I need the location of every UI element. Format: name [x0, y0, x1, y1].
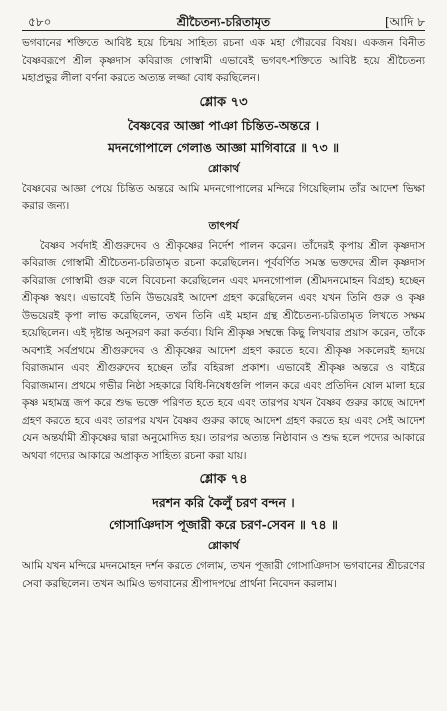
verse-74-translation-label: শ্লোকার্থ	[207, 540, 240, 552]
verse-73-line-1: বৈষ্ণবের আজ্ঞা পাঞা চিন্তিত-অন্তরে ।	[127, 117, 320, 133]
verse-73-translation-label: শ্লোকার্থ	[207, 162, 240, 175]
verse-73-purport: বৈষ্ণব সর্বদাই শ্রীগুরুদেব ও শ্রীকৃষ্ণের নির্দেশ পালন করেন। তাঁদেরই কৃপায় শ্রীল কৃষ্ণদাস কবিরাজ গোস্বামী শ্রীচৈতন্য-চরিতামৃত রচনা করেছিলেন। পূর্ববর্ণিত সমস্ত ভক্তদের শ্রীল কৃষ্ণদাস কবিরাজ গোস্বামী গুরু বলে বিবেচনা করেছিলেন এবং মদনগোপাল (শ্রীমদনমোহন বিগ্রহ) হচ্ছেন শ্রীকৃষ্ণ স্বয়ং। এভাবেই তিনি উভয়েরই আদেশ গ্রহণ করেছিলেন এবং যখন তিনি গুরু ও কৃষ্ণ উভয়েরই কৃপা লাভ করেছিলেন, তখন তিনি এই মহান গ্রন্থ শ্রীচৈতন্য-চরিতামৃত লিখতে সক্ষম হয়েছিলেন। এই দৃষ্টান্ত অনুসরণ করা কর্তব্য। যিনি শ্রীকৃষ্ণ সম্বন্ধে কিছু লিখবার প্রয়াস করেন, তাঁকে অবশ্যই সর্বপ্রথমে শ্রীগুরুদেব ও শ্রীকৃষ্ণের আদেশ গ্রহণ করতে হবে। শ্রীকৃষ্ণ সকলেরই হৃদয়ে বিরাজমান এবং শ্রীগুরুদেব হচ্ছেন তাঁর বহিরঙ্গা প্রকাশ। এভাবেই শ্রীকৃষ্ণ অন্তরে ও বাইরে বিরাজমান। প্রথমে গভীর নিষ্ঠা সহকারে বিধি-নিষেধগুলি পালন করে এবং প্রতিদিন ষোল মালা হরে কৃষ্ণ মহামন্ত্র জপ করে শুদ্ধ ভক্তে পরিণত হতে হবে এবং তারপর যখন বৈষ্ণব গুরুর কাছে আদেশ গ্রহণ করতে হবে এবং তারপর যখন বৈষ্ণব গুরুর কাছে আদেশ গ্রহণ করতে হয় এবং সেই আদেশ যেন অন্তর্যামী শ্রীকৃষ্ণের দ্বারা অনুমোদিত হয়। তারপর অত্যন্ত নিষ্ঠাবান ও শুদ্ধ হলে পদ্যের আকারে অথবা গদ্যের আকারে অপ্রাকৃত সাহিত্য রচনা করা যায়।	[22, 239, 425, 462]
section-marker: [আদি ৮	[384, 15, 425, 29]
verse-73-purport-label: তাৎপর্য	[208, 219, 239, 232]
verse-73-translation: বৈষ্ণবের আজ্ঞা পেয়ে চিন্তিত অন্তরে আমি মদনগোপালের মন্দিরে গিয়েছিলাম তাঁর আদেশ ভিক্ষা করার জন্য।	[22, 182, 425, 212]
page-header	[22, 8, 425, 30]
intro-paragraph: ভগবানের শক্তিতে আবিষ্ট হয়ে চিন্ময় সাহিত্য রচনা এক মহা গৌরবের বিষয়। একজন বিনীত বৈষ্ণবরূপে শ্রীল কৃষ্ণদাস কবিরাজ গোস্বামী এভাবেই ভগবৎ-শক্তিতে আবিষ্ট হয়ে শ্রীচৈতন্য মহাপ্রভুর লীলা বর্ণনা করতে অত্যন্ত লজ্জা বোধ করছিলেন।	[22, 37, 425, 84]
verse-74-number: শ্লোক ৭৪	[199, 472, 248, 487]
running-title: শ্রীচৈতন্য-চরিতামৃত	[176, 15, 271, 29]
verse-74-line-2: গোসাঞিদাস পূজারী করে চরণ-সেবন ॥ ৭৪ ॥	[109, 517, 338, 532]
verse-74-line-1: দরশন করি কৈলুঁ চরণ বন্দন ।	[152, 495, 295, 510]
verse-73-number: শ্লোক ৭৩	[199, 94, 248, 110]
verse-73-line-2: মদনগোপালে গেলাঙ আজ্ঞা মাগিবারে ॥ ৭৩ ॥	[107, 139, 340, 155]
page-number: ৫৮০	[28, 15, 52, 29]
verse-74-translation: আমি যখন মন্দিরে মদনমোহন দর্শন করতে গেলাম, তখন পূজারী গোসাঞিদাস ভগবানের শ্রীচরণের সেবা করছিলেন। তখন আমিও ভগবানের শ্রীপাদপদ্মে প্রার্থনা নিবেদন করলাম।	[22, 560, 425, 590]
